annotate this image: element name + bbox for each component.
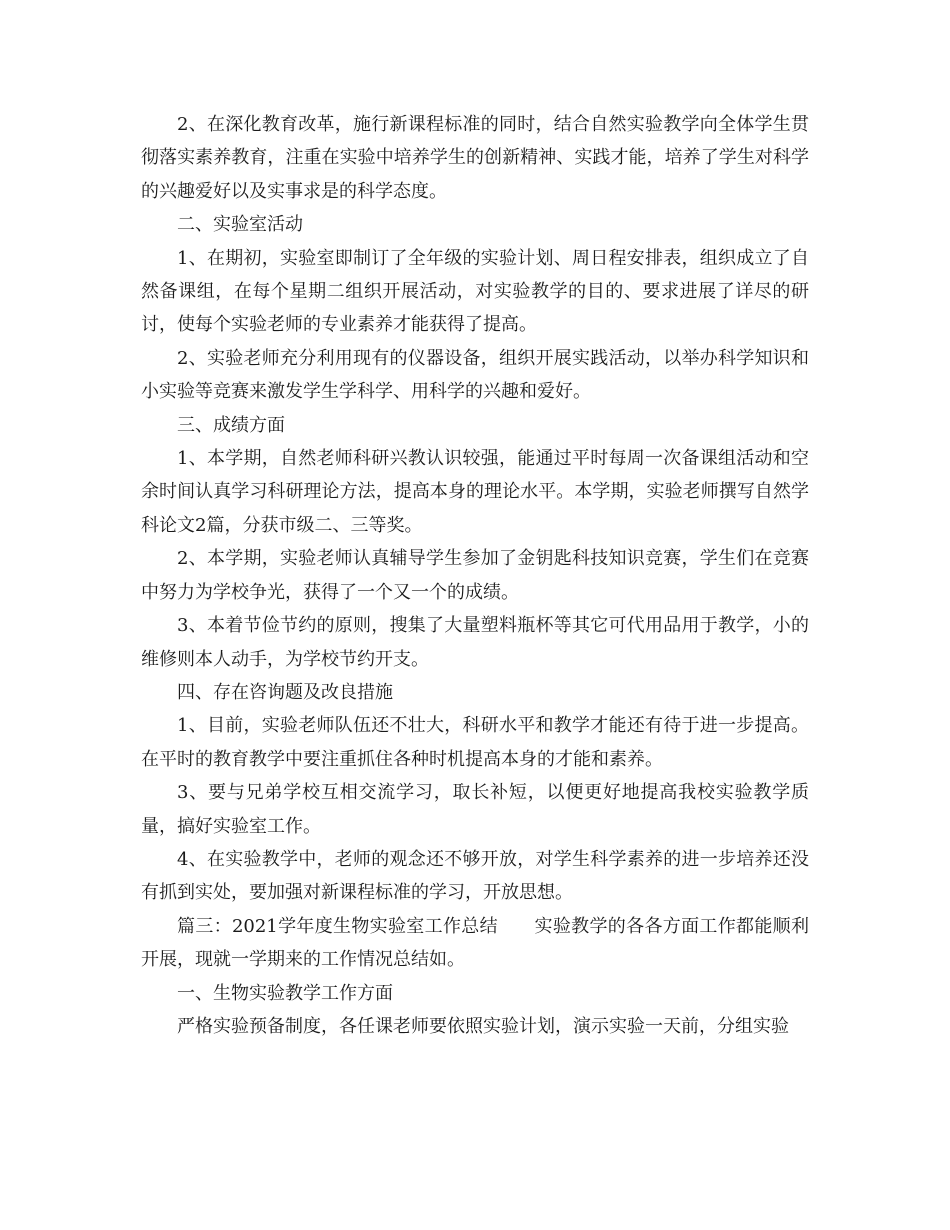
paragraph-4: 1、本学期，自然老师科研兴教认识较强，能通过平时每周一次备课组活动和空余时间认真学习科研理论方法，提高本身的理论水平。本学期，实验老师撰写自然学科论文2篇，分获市级二、三等奖。 — [141, 448, 809, 536]
section-heading-biology-teaching: 一、生物实验教学工作方面 — [177, 982, 393, 1004]
paragraph-6: 3、本着节俭节约的原则，搜集了大量塑料瓶杯等其它可代用品用于教学，小的维修则本人动手，为学校节约开支。 — [141, 615, 809, 670]
section-heading-lab-activities: 二、实验室活动 — [177, 214, 303, 236]
paragraph-2: 1、在期初，实验室即制订了全年级的实验计划、周日程安排表，组织成立了自然备课组，在每个星期二组织开展活动，对实验教学的目的、要求进展了详尽的研讨，使每个实验老师的专业素养才能获得了提高。 — [141, 247, 809, 336]
paragraph-5: 2、本学期，实验老师认真辅导学生参加了金钥匙科技知识竞赛，学生们在竞赛中努力为学校争光，获得了一个又一个的成绩。 — [141, 548, 809, 603]
paragraph-7: 1、目前，实验老师队伍还不壮大，科研水平和教学才能还有待于进一步提高。在平时的教育教学中要注重抓住各种时机提高本身的才能和素养。 — [141, 715, 809, 770]
section-heading-achievements: 三、成绩方面 — [177, 414, 285, 436]
document-body — [141, 108, 809, 1043]
paragraph-11: 严格实验预备制度，各任课老师要依照实验计划，演示实验一天前，分组实验 — [177, 1015, 789, 1037]
paragraph-9: 4、在实验教学中，老师的观念还不够开放，对学生科学素养的进一步培养还没有抓到实处，要加强对新课程标准的学习，开放思想。 — [141, 848, 809, 904]
paragraph-1: 2、在深化教育改革，施行新课程标准的同时，结合自然实验教学向全体学生贯彻落实素养教育，注重在实验中培养学生的创新精神、实践才能，培养了学生对科学的兴趣爱好以及实事求是的科学态度。 — [141, 114, 809, 202]
paragraph-3: 2、实验老师充分利用现有的仪器设备，组织开展实践活动，以举办科学知识和小实验等竞赛来激发学生学科学、用科学的兴趣和爱好。 — [141, 347, 809, 403]
paragraph-8: 3、要与兄弟学校互相交流学习，取长补短，以便更好地提高我校实验教学质量，搞好实验室工作。 — [141, 782, 809, 837]
paragraph-10: 篇三：2021学年度生物实验室工作总结 实验教学的各各方面工作都能顺利开展，现就一学期来的工作情况总结如。 — [141, 915, 809, 971]
section-heading-problems: 四、存在咨询题及改良措施 — [177, 681, 393, 703]
